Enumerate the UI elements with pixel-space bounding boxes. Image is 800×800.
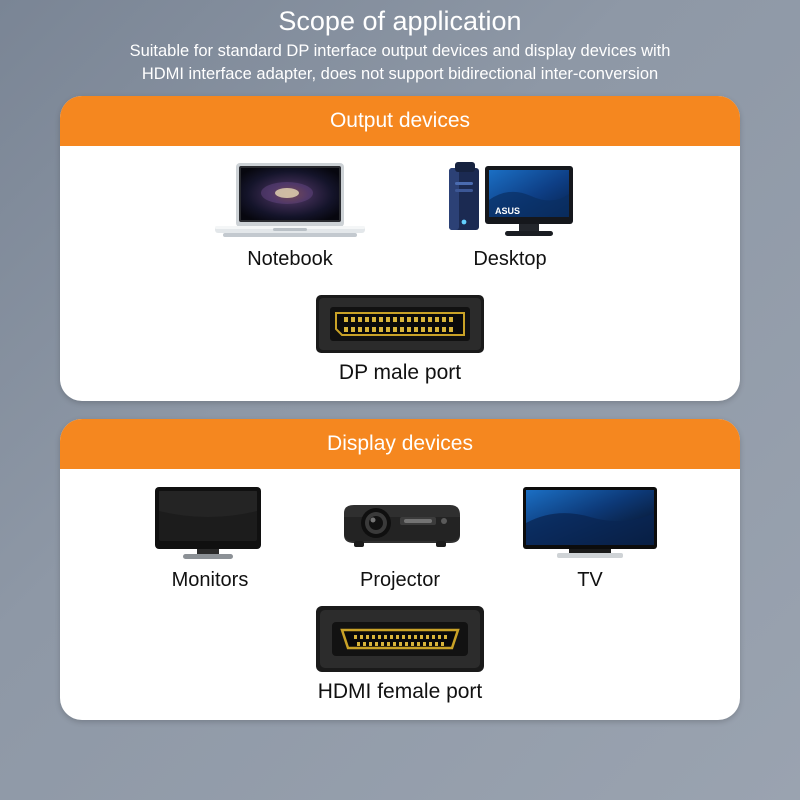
dp-male-port-icon [314,293,486,355]
projector-icon [330,483,470,563]
device-desktop [400,160,620,271]
tv-icon [517,483,663,563]
notebook-icon [215,160,365,242]
device-tv [495,483,685,592]
output-devices-heading: Output devices [329,109,471,132]
page-subtitle-line-2: HDMI interface adapter, does not support bidirectional inter-conversion [141,65,659,83]
dp-male-port-label: DP male port [338,361,462,384]
page-title: Scope of application [278,6,522,36]
device-monitors [115,483,305,592]
device-projector [305,483,495,592]
device-notebook-label: Notebook [247,248,333,270]
desktop-icon [435,160,585,242]
display-devices-header [60,419,740,469]
device-desktop-label: Desktop [473,248,547,270]
output-devices-row [60,160,740,271]
device-monitors-label: Monitors [171,569,249,591]
display-devices-row [60,483,740,592]
hdmi-female-port-label: HDMI female port [317,680,483,703]
page-header [0,0,800,86]
display-devices-body [60,469,740,720]
output-devices-body [60,146,740,401]
dp-male-port-block [60,293,740,385]
display-devices-heading: Display devices [327,432,473,455]
hdmi-female-port-icon [314,604,486,674]
hdmi-female-port-block [60,604,740,704]
svg-text:ASUS: ASUS [495,206,521,216]
output-devices-card [60,96,740,401]
device-tv-label: TV [577,569,603,591]
device-notebook [180,160,400,271]
device-projector-label: Projector [359,569,441,591]
page-subtitle-line-1: Suitable for standard DP interface output devices and display devices with [129,42,671,60]
display-devices-card [60,419,740,720]
output-devices-header [60,96,740,146]
monitor-icon [145,483,275,563]
